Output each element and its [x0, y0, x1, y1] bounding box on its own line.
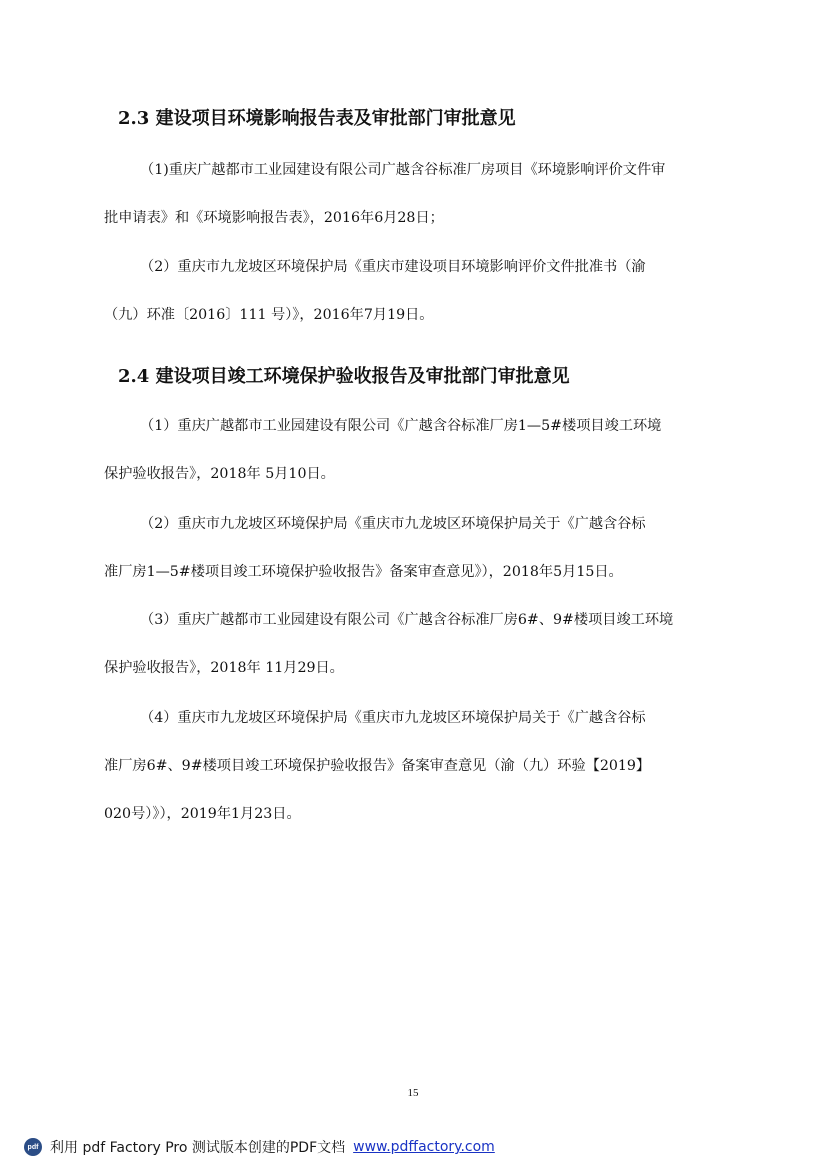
paragraph-line: （4）重庆市九龙坡区环境保护局《重庆市九龙坡区环境保护局关于《广越含谷标 [140, 710, 646, 726]
paragraph-line: 保护验收报告》，2018年 11月29日。 [104, 660, 344, 676]
paragraph-line: 保护验收报告》，2018年 5月10日。 [104, 466, 335, 482]
watermark-footer [24, 1136, 495, 1158]
pdffactory-logo-icon: pdf [24, 1138, 42, 1156]
paragraph-line: （3）重庆广越都市工业园建设有限公司《广越含谷标准厂房6#、9#楼项目竣工环境 [140, 612, 674, 628]
pdffactory-link[interactable]: www.pdffactory.com [353, 1139, 495, 1155]
paragraph-line: （1)重庆广越都市工业园建设有限公司广越含谷标准厂房项目《环境影响评价文件审 [140, 162, 666, 178]
paragraph-line: 020号）》），2019年1月23日。 [104, 806, 301, 822]
paragraph-line: （2）重庆市九龙坡区环境保护局《重庆市九龙坡区环境保护局关于《广越含谷标 [140, 516, 646, 532]
paragraph-line: 准厂房6#、9#楼项目竣工环境保护验收报告》备案审查意见（渝（九）环验【2019】 [104, 758, 651, 774]
section-heading-2-3: 2.3 建设项目环境影响报告表及审批部门审批意见 [118, 108, 516, 129]
paragraph-line: （2）重庆市九龙坡区环境保护局《重庆市建设项目环境影响评价文件批准书（渝 [140, 259, 646, 275]
paragraph-line: （1）重庆广越都市工业园建设有限公司《广越含谷标准厂房1—5#楼项目竣工环境 [140, 418, 662, 434]
page-number: 15 [407, 1087, 419, 1099]
footer-text: 利用 pdf Factory Pro 测试版本创建的PDF文档 [50, 1140, 346, 1156]
paragraph-line: （九）环准〔2016〕111 号）》，2016年7月19日。 [104, 307, 434, 323]
paragraph-line: 准厂房1—5#楼项目竣工环境保护验收报告》备案审查意见》），2018年5月15日。 [104, 564, 623, 580]
section-heading-2-4: 2.4 建设项目竣工环境保护验收报告及审批部门审批意见 [118, 366, 570, 387]
paragraph-line: 批申请表》和《环境影响报告表》，2016年6月28日； [104, 210, 444, 226]
